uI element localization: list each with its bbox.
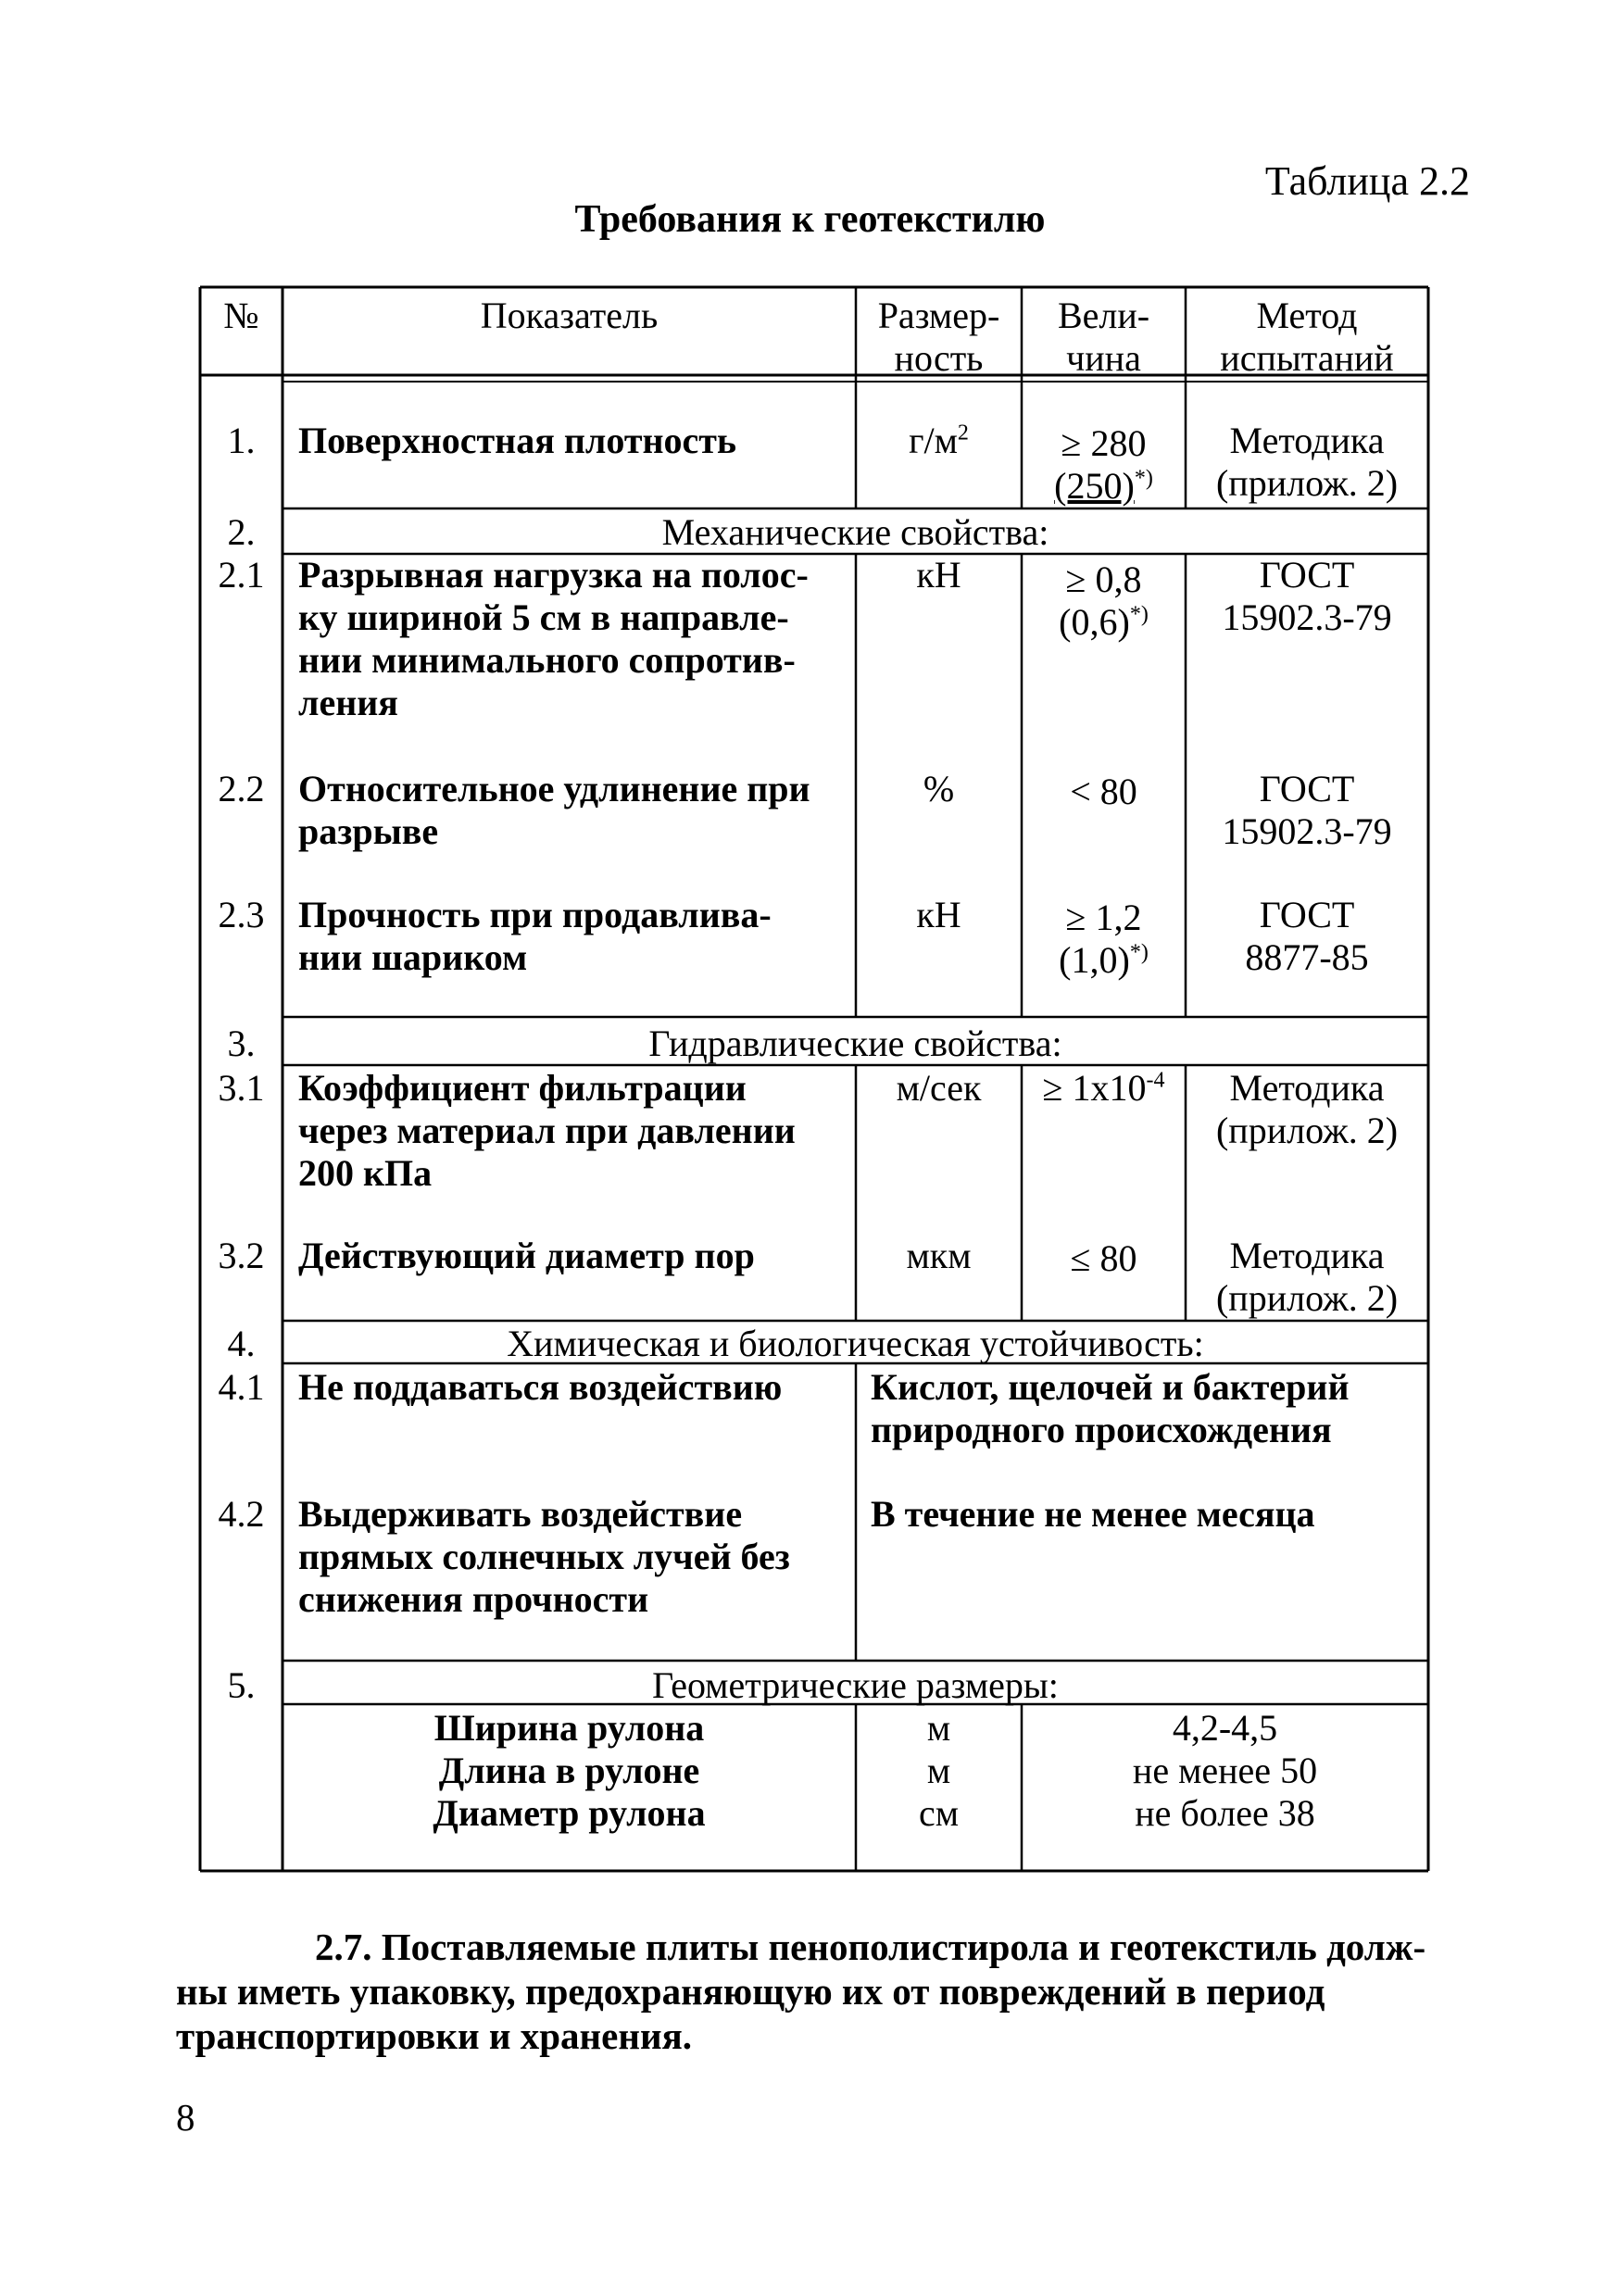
table-title: Требования к геотекстилю — [574, 198, 1046, 241]
method-cell: Методика (прилож. 2) — [1215, 1067, 1399, 1151]
row-number: 2.1 — [218, 554, 265, 596]
dimension-cell: кН — [916, 894, 961, 935]
row-number: 3. — [227, 1023, 256, 1064]
row-number: 2.2 — [218, 768, 265, 809]
method-cell: ГОСТ 15902.3-79 — [1222, 768, 1392, 852]
indicator-cell: Поверхностная плотность — [298, 420, 737, 461]
value-cell: ≥ $1x10^{-4}$ — [1042, 1067, 1165, 1109]
requirement-cell: В течение не менее месяца — [871, 1493, 1315, 1535]
dimension-cell: $г/м^2$ — [909, 420, 969, 461]
paragraph-line-3: транспортировки и хранения. — [176, 2014, 693, 2057]
geometry-values: 4,2-4,5 не менее 50 не более 38 — [1132, 1707, 1318, 1834]
method-cell: ГОСТ 15902.3-79 — [1222, 554, 1392, 638]
section-title: Геометрические размеры: — [652, 1664, 1059, 1706]
indicator-cell: Не поддаваться воздействию — [298, 1366, 783, 1408]
indicator-cell: Разрывная нагрузка на полос- ку шириной 5 см в направле- нии минимального сопротив- ления — [298, 554, 809, 723]
dimension-cell: мкм — [906, 1235, 972, 1276]
row-number: 3.2 — [218, 1235, 265, 1276]
method-cell: Методика (прилож. 2) — [1215, 1235, 1399, 1319]
dimension-cell: % — [923, 768, 955, 809]
dimension-cell: м/сек — [896, 1067, 982, 1109]
row-number: 4.2 — [218, 1493, 265, 1535]
indicator-cell: Действующий диаметр пор — [298, 1235, 755, 1276]
row-number: 5. — [227, 1664, 256, 1706]
row-number: 2. — [227, 511, 256, 553]
value-cell: ≥ 0,8 (0,6)*) — [1059, 558, 1149, 643]
section-title: Механические свойства: — [661, 511, 1049, 553]
section-title: Гидравлические свойства: — [648, 1023, 1062, 1064]
indicator-cell: Выдерживать воздействие прямых солнечных лучей без снижения прочности — [298, 1493, 790, 1620]
value-cell: ≤ 80 — [1070, 1237, 1137, 1279]
row-number: 4.1 — [218, 1366, 265, 1408]
indicator-cell: Коэффициент фильтрации через материал при давлении 200 кПа — [298, 1067, 796, 1194]
row-number: 4. — [227, 1323, 256, 1364]
header-num: № — [223, 295, 259, 336]
value-cell: ≥ 1,2 (1,0)*) — [1059, 897, 1149, 981]
row-number: 2.3 — [218, 894, 265, 935]
requirement-cell: Кислот, щелочей и бактерий природного происхождения — [871, 1366, 1350, 1450]
geometry-units: м м см — [918, 1707, 960, 1834]
paragraph-line-2: ны иметь упаковку, предохраняющую их от повреждений в период — [176, 1970, 1325, 2013]
header-value: Вели- чина — [1057, 295, 1150, 379]
method-cell: ГОСТ 8877-85 — [1245, 894, 1369, 978]
dimension-cell: кН — [916, 554, 961, 596]
geometry-names: Ширина рулона Длина в рулоне Диаметр рулона — [433, 1707, 706, 1834]
header-dimension: Размер- ность — [877, 295, 1000, 379]
method-cell: Методика (прилож. 2) — [1215, 420, 1399, 504]
indicator-cell: Прочность при продавлива- нии шариком — [298, 894, 772, 978]
header-method: Метод испытаний — [1220, 295, 1394, 379]
row-number: 1. — [227, 420, 256, 461]
page-number: 8 — [176, 2096, 195, 2139]
table-label: Таблица 2.2 — [1264, 158, 1470, 204]
paragraph-line-1: 2.7. Поставляемые плиты пенополистирола и геотекстиль долж- — [315, 1926, 1426, 1968]
value-cell: ≥ 280 (250)*) — [1054, 422, 1153, 507]
indicator-cell: Относительное удлинение при разрыве — [298, 768, 810, 852]
header-indicator: Показатель — [480, 295, 659, 336]
row-number: 3.1 — [218, 1067, 265, 1109]
section-title: Химическая и биологическая устойчивость: — [507, 1323, 1204, 1364]
value-cell: < 80 — [1070, 771, 1137, 812]
